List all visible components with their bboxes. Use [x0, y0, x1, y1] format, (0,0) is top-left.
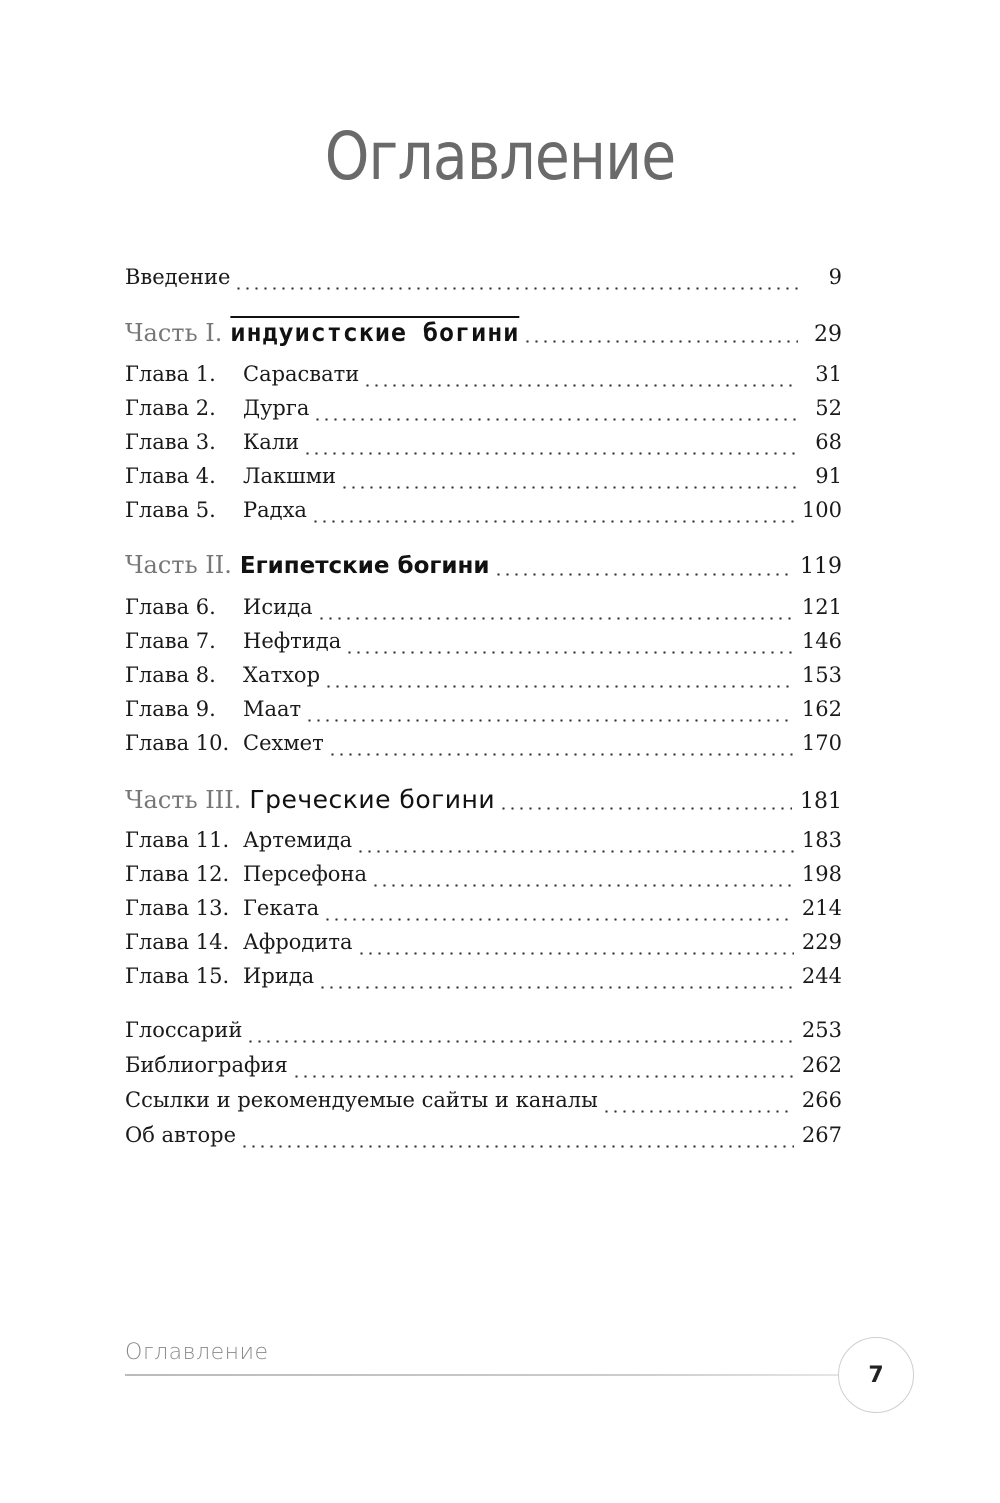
- part-page: 29: [814, 322, 842, 347]
- dot-leader: [305, 719, 794, 722]
- toc-entry-name: Глоссарий: [125, 1018, 243, 1042]
- chapter-label: Глава 4.: [125, 464, 216, 488]
- toc-entry-page: 253: [801, 1018, 842, 1042]
- toc-chapter[interactable]: [125, 896, 842, 928]
- toc-chapter[interactable]: [125, 828, 842, 860]
- footer-rule: [125, 1374, 845, 1376]
- chapter-name: Артемида: [243, 828, 353, 852]
- dot-leader: [311, 520, 794, 523]
- dot-leader: [234, 287, 798, 290]
- chapter-label: Глава 6.: [125, 595, 216, 619]
- toc-chapter[interactable]: [125, 697, 842, 729]
- chapter-page: 31: [815, 362, 842, 386]
- toc-chapter[interactable]: [125, 862, 842, 894]
- dot-leader: [246, 1040, 794, 1043]
- toc-entry-name: Введение: [125, 265, 231, 289]
- chapter-name: Исида: [243, 595, 313, 619]
- part-name: Египетские богини: [239, 553, 490, 579]
- toc-entry-links[interactable]: [125, 1088, 842, 1120]
- toc-part-3[interactable]: [125, 785, 842, 817]
- toc-entry-about-author[interactable]: [125, 1123, 842, 1155]
- toc-entry-bibliography[interactable]: [125, 1053, 842, 1085]
- chapter-page: 91: [815, 464, 842, 488]
- toc-chapter[interactable]: [125, 964, 842, 996]
- chapter-name: Лакшми: [243, 464, 337, 488]
- dot-leader: [345, 651, 794, 654]
- chapter-page: 229: [801, 930, 842, 954]
- dot-leader: [357, 952, 794, 955]
- chapter-name: Геката: [243, 896, 320, 920]
- dot-leader: [356, 850, 794, 853]
- chapter-page: 183: [801, 828, 842, 852]
- part-name: индуистские богини: [230, 318, 520, 347]
- chapter-name: Маат: [243, 697, 302, 721]
- toc-chapter[interactable]: [125, 396, 842, 428]
- chapter-name: Персефона: [243, 862, 367, 886]
- dot-leader: [317, 617, 794, 620]
- dot-leader: [340, 486, 798, 489]
- chapter-name: Сарасвати: [243, 362, 360, 386]
- chapter-label: Глава 13.: [125, 896, 230, 920]
- chapter-name: Афродита: [243, 930, 353, 954]
- toc-chapter[interactable]: [125, 595, 842, 627]
- toc-chapter[interactable]: [125, 663, 842, 695]
- part-label: Часть III.: [125, 786, 242, 814]
- toc-entry-page: 266: [801, 1088, 842, 1112]
- toc-entry-page: 262: [801, 1053, 842, 1077]
- chapter-label: Глава 15.: [125, 964, 230, 988]
- dot-leader: [499, 807, 792, 810]
- toc-chapter[interactable]: [125, 930, 842, 962]
- toc-chapter[interactable]: [125, 430, 842, 462]
- toc-chapter[interactable]: [125, 464, 842, 496]
- chapter-label: Глава 2.: [125, 396, 216, 420]
- dot-leader: [324, 685, 794, 688]
- chapter-name: Сехмет: [243, 731, 324, 755]
- dot-leader: [240, 1145, 794, 1148]
- chapter-label: Глава 11.: [125, 828, 230, 852]
- chapter-page: 162: [801, 697, 842, 721]
- chapter-page: 170: [801, 731, 842, 755]
- running-footer-label: Оглавление: [125, 1340, 269, 1365]
- chapter-name: Хатхор: [243, 663, 321, 687]
- part-page: 181: [800, 789, 842, 814]
- dot-leader: [494, 573, 792, 576]
- chapter-page: 214: [801, 896, 842, 920]
- dot-leader: [363, 384, 798, 387]
- chapter-label: Глава 1.: [125, 362, 216, 386]
- toc-part-1[interactable]: [125, 318, 842, 350]
- dot-leader: [602, 1110, 794, 1113]
- chapter-page: 153: [801, 663, 842, 687]
- chapter-name: Дурга: [243, 396, 310, 420]
- toc-chapter[interactable]: [125, 362, 842, 394]
- dot-leader: [313, 418, 798, 421]
- chapter-page: 198: [801, 862, 842, 886]
- dot-leader: [523, 340, 798, 343]
- chapter-label: Глава 10.: [125, 731, 230, 755]
- chapter-page: 121: [801, 595, 842, 619]
- chapter-label: Глава 12.: [125, 862, 230, 886]
- toc-entry-name: Библиография: [125, 1053, 288, 1077]
- chapter-page: 100: [801, 498, 842, 522]
- chapter-label: Глава 5.: [125, 498, 216, 522]
- chapter-label: Глава 9.: [125, 697, 216, 721]
- dot-leader: [303, 452, 798, 455]
- chapter-label: Глава 3.: [125, 430, 216, 454]
- chapter-name: Радха: [243, 498, 307, 522]
- toc-entry-name: Об авторе: [125, 1123, 237, 1147]
- toc-entry-name: Ссылки и рекомендуемые сайты и каналы: [125, 1088, 598, 1112]
- dot-leader: [318, 986, 794, 989]
- chapter-name: Ирида: [243, 964, 315, 988]
- toc-entry-page: 9: [828, 265, 842, 289]
- chapter-page: 244: [801, 964, 842, 988]
- part-page: 119: [800, 554, 842, 579]
- toc-entry-glossary[interactable]: [125, 1018, 842, 1050]
- chapter-label: Глава 14.: [125, 930, 230, 954]
- toc-chapter[interactable]: [125, 629, 842, 661]
- toc-part-2[interactable]: [125, 551, 842, 583]
- toc-entry-page: 267: [801, 1123, 842, 1147]
- dot-leader: [328, 753, 794, 756]
- chapter-name: Кали: [243, 430, 300, 454]
- toc-chapter[interactable]: [125, 731, 842, 763]
- dot-leader: [323, 918, 794, 921]
- chapter-page: 146: [801, 629, 842, 653]
- part-label: Часть II.: [125, 551, 232, 579]
- part-label: Часть I.: [125, 319, 223, 347]
- toc-entry-intro[interactable]: [125, 265, 842, 297]
- chapter-page: 52: [815, 396, 842, 420]
- page-title: Оглавление: [324, 118, 676, 195]
- chapter-label: Глава 8.: [125, 663, 216, 687]
- chapter-page: 68: [815, 430, 842, 454]
- page-number: 7: [868, 1362, 884, 1388]
- part-name: Греческие богини: [249, 785, 496, 814]
- dot-leader: [371, 884, 794, 887]
- chapter-name: Нефтида: [243, 629, 342, 653]
- chapter-label: Глава 7.: [125, 629, 216, 653]
- page-number-badge: [838, 1337, 914, 1413]
- toc-chapter[interactable]: [125, 498, 842, 530]
- dot-leader: [292, 1075, 794, 1078]
